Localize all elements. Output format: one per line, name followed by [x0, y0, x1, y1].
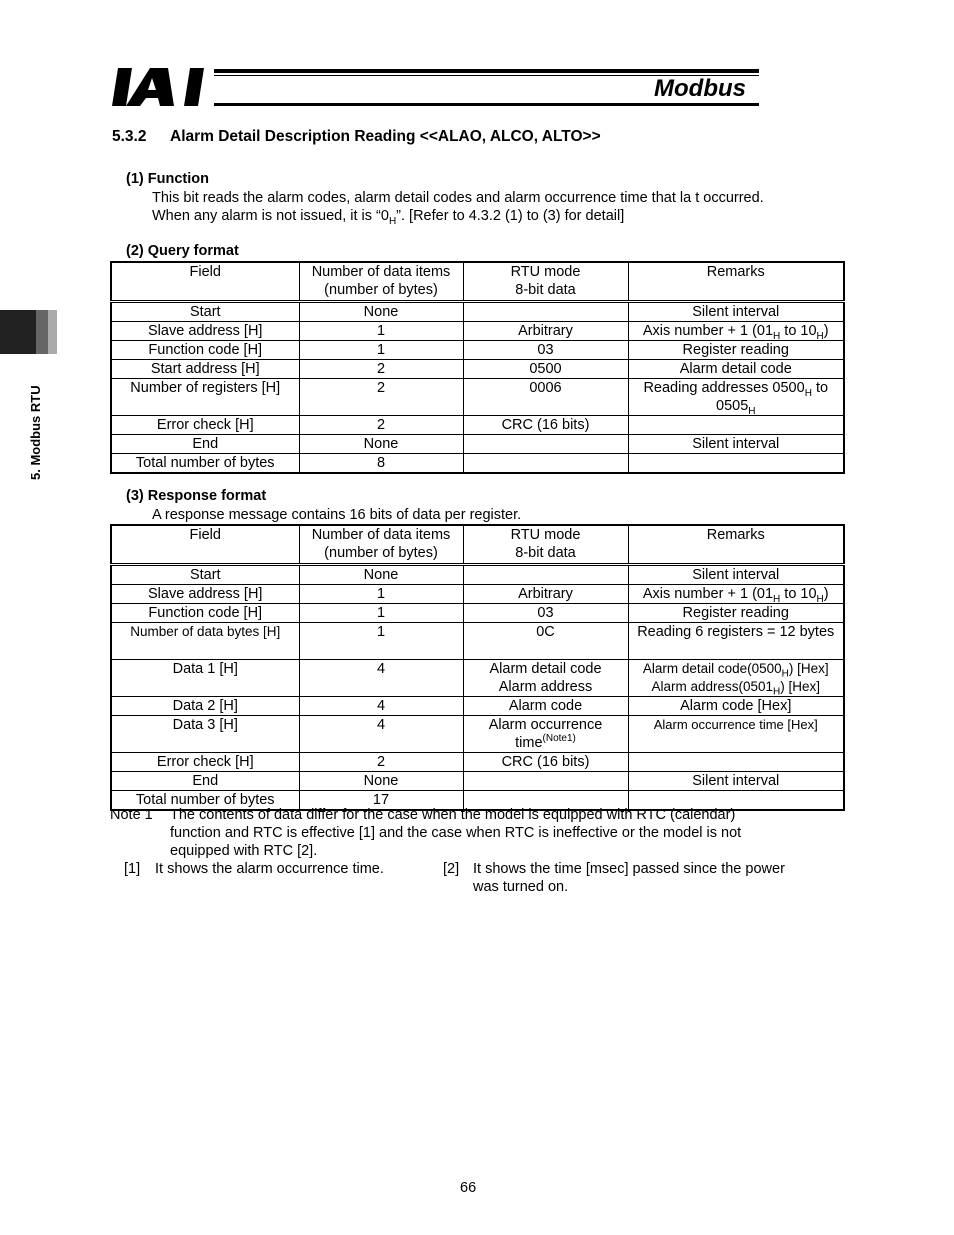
field-cell: Total number of bytes [111, 454, 299, 474]
table-header-cell: Number of data items (number of bytes) [299, 525, 463, 565]
field-cell: Error check [H] [111, 753, 299, 772]
header-title: Modbus [654, 75, 746, 102]
data-cell: 0006 [463, 379, 628, 416]
field-cell: Data 2 [H] [111, 697, 299, 716]
remarks-cell [628, 454, 844, 474]
count-cell: 4 [299, 660, 463, 697]
count-cell: 4 [299, 716, 463, 753]
note-label: Note 1 [110, 807, 153, 823]
count-cell: None [299, 302, 463, 322]
field-cell: Error check [H] [111, 416, 299, 435]
iai-logo [112, 66, 212, 108]
data-cell [463, 302, 628, 322]
field-cell: Total number of bytes [111, 791, 299, 811]
count-cell: 8 [299, 454, 463, 474]
count-cell: 1 [299, 604, 463, 623]
table-row [111, 341, 844, 360]
note-item-2-line-1: It shows the time [msec] passed since the power [473, 861, 785, 877]
count-cell: 1 [299, 341, 463, 360]
side-tab-block [0, 310, 36, 354]
table-row [111, 435, 844, 454]
table-header-cell: Field [111, 262, 299, 302]
data-cell: 03 [463, 341, 628, 360]
count-cell: 2 [299, 360, 463, 379]
field-cell: Start [111, 302, 299, 322]
table-header-row [111, 525, 844, 565]
response-heading: (3) Response format [126, 488, 267, 504]
field-cell: Data 1 [H] [111, 660, 299, 697]
data-cell: Alarm occurrence time$^{(Note1)}$ [463, 716, 628, 753]
table-row [111, 623, 844, 660]
table-row [111, 772, 844, 791]
data-cell: Alarm code [463, 697, 628, 716]
table-row [111, 753, 844, 772]
query-heading: (2) Query format [126, 243, 239, 259]
field-cell: Number of registers [H] [111, 379, 299, 416]
remarks-cell: Reading addresses $0500_H$ to $0505_H$ [628, 379, 844, 416]
query-format-table [110, 261, 845, 474]
side-tab-block-mid [36, 310, 48, 354]
note-line-2: function and RTC is effective [1] and the case when RTC is ineffective or the model is not [170, 825, 742, 841]
note-item-1-label: [1] [124, 861, 141, 877]
remarks-cell: Alarm occurrence time [Hex] [628, 716, 844, 753]
field-cell: Slave address [H] [111, 585, 299, 604]
data-cell [463, 772, 628, 791]
table-header-row [111, 262, 844, 302]
remarks-cell: Axis number + 1 ($01_H$ to $10_H$) [628, 585, 844, 604]
note-item-2-label: [2] [443, 861, 460, 877]
count-cell: None [299, 435, 463, 454]
side-tab-block-light [48, 310, 57, 354]
table-row [111, 585, 844, 604]
table-row [111, 302, 844, 322]
field-cell: Data 3 [H] [111, 716, 299, 753]
function-line-2: When any alarm is not issued, it is “$0_H$”. [Refer to 4.3.2 (1) to (3) for detail] [152, 208, 625, 227]
count-cell: 1 [299, 623, 463, 660]
remarks-cell: Alarm detail $code(0500_H)$ [Hex] Alarm $address(0501_H)$ [Hex] [628, 660, 844, 697]
field-cell: Function code [H] [111, 604, 299, 623]
header-rule-top [214, 69, 759, 73]
count-cell: 17 [299, 791, 463, 811]
count-cell: None [299, 565, 463, 585]
table-row [111, 697, 844, 716]
remarks-cell: Silent interval [628, 565, 844, 585]
table-row [111, 416, 844, 435]
data-cell: CRC (16 bits) [463, 753, 628, 772]
table-row [111, 604, 844, 623]
remarks-cell: Register reading [628, 341, 844, 360]
table-row [111, 716, 844, 753]
data-cell: Alarm detail code Alarm address [463, 660, 628, 697]
remarks-cell: Alarm code [Hex] [628, 697, 844, 716]
table-row [111, 322, 844, 341]
data-cell [463, 435, 628, 454]
table-header-cell: Remarks [628, 525, 844, 565]
note-item-2-line-2: was turned on. [473, 879, 569, 895]
note-line-3: equipped with RTC [2]. [170, 843, 318, 859]
table-header-cell: Number of data items (number of bytes) [299, 262, 463, 302]
table-header-cell: RTU mode 8-bit data [463, 525, 628, 565]
remarks-cell: Register reading [628, 604, 844, 623]
count-cell: 2 [299, 379, 463, 416]
data-cell: 03 [463, 604, 628, 623]
count-cell: None [299, 772, 463, 791]
field-cell: End [111, 435, 299, 454]
count-cell: 2 [299, 416, 463, 435]
field-cell: Slave address [H] [111, 322, 299, 341]
table-row [111, 360, 844, 379]
page-number: 66 [460, 1180, 477, 1196]
response-intro: A response message contains 16 bits of data per register. [152, 507, 522, 523]
response-format-table [110, 524, 845, 811]
count-cell: 1 [299, 585, 463, 604]
table-row [111, 379, 844, 416]
data-cell [463, 565, 628, 585]
count-cell: 2 [299, 753, 463, 772]
remarks-cell [628, 753, 844, 772]
remarks-cell: Silent interval [628, 435, 844, 454]
section-title-text: Alarm Detail Description Reading <<ALAO, ALCO, ALTO>> [170, 128, 601, 145]
section-number: 5.3.2 [112, 128, 147, 145]
field-cell: End [111, 772, 299, 791]
field-cell: Start address [H] [111, 360, 299, 379]
data-cell [463, 454, 628, 474]
data-cell: CRC (16 bits) [463, 416, 628, 435]
count-cell: 4 [299, 697, 463, 716]
table-row [111, 660, 844, 697]
data-cell: Arbitrary [463, 322, 628, 341]
count-cell: 1 [299, 322, 463, 341]
remarks-cell: Alarm detail code [628, 360, 844, 379]
remarks-cell: Silent interval [628, 302, 844, 322]
remarks-cell [628, 416, 844, 435]
function-heading: (1) Function [126, 171, 209, 187]
table-row [111, 565, 844, 585]
field-cell: Function code [H] [111, 341, 299, 360]
table-header-cell: RTU mode 8-bit data [463, 262, 628, 302]
data-cell: Arbitrary [463, 585, 628, 604]
section-title [112, 128, 601, 146]
table-row [111, 454, 844, 474]
note-line-1: The contents of data differ for the case when the model is equipped with RTC (calendar) [170, 807, 736, 823]
data-cell: 0500 [463, 360, 628, 379]
data-cell: 0C [463, 623, 628, 660]
table-header-cell: Field [111, 525, 299, 565]
note-item-1-text: It shows the alarm occurrence time. [155, 861, 384, 877]
remarks-cell: Axis number + 1 ($01_H$ to $10_H$) [628, 322, 844, 341]
side-chapter-label: 5. Modbus RTU [28, 385, 43, 480]
function-line-1: This bit reads the alarm codes, alarm detail codes and alarm occurrence time that la t occurred. [152, 190, 764, 206]
remarks-cell: Reading 6 registers = 12 bytes [628, 623, 844, 660]
remarks-cell: Silent interval [628, 772, 844, 791]
table-header-cell: Remarks [628, 262, 844, 302]
field-cell: Number of data bytes [H] [111, 623, 299, 660]
field-cell: Start [111, 565, 299, 585]
